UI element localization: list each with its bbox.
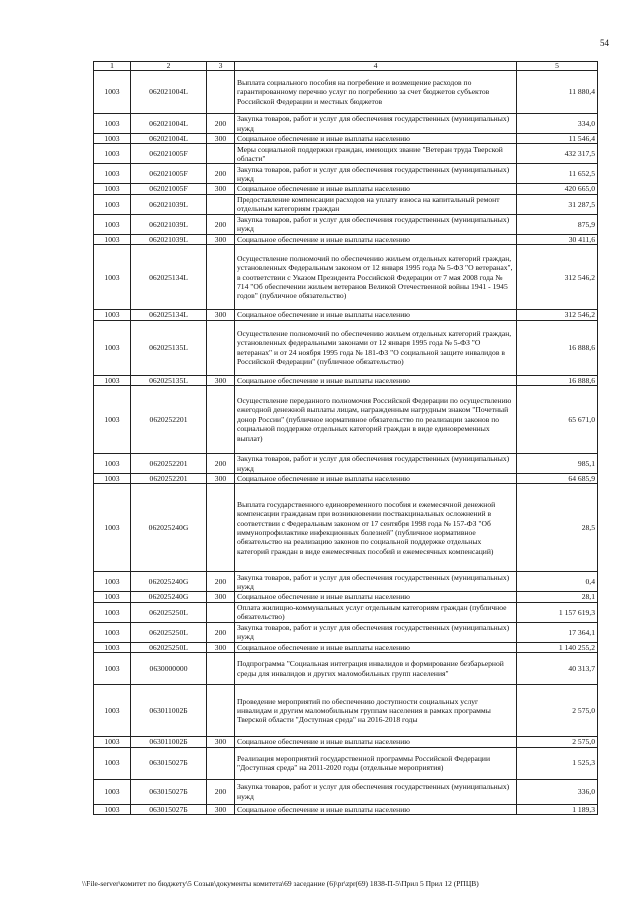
description-cell: Осуществление переданного полномочия Российской Федерации по осуществлению ежегодной денежной выплаты лицам, награжденным нагрудным знаком "Почетный донор России" (публичное нормативное обязательство по реализации законов по социальной поддержке отдельных категорий граждан в виде единовременных выплат) (235, 386, 517, 454)
footer-file-path: \\File-server\комитет по бюджету\5 Созыв\документы комитета\69 заседание (6)\pr\zpr(69) 1838-П-5\Прил 5 Прил 12 (РПЦВ) (82, 879, 479, 888)
expense-type-cell: 300 (207, 234, 235, 244)
description-cell: Социальное обеспечение и иные выплаты населению (235, 134, 517, 144)
expense-type-cell (207, 653, 235, 685)
section-cell: 1003 (94, 572, 131, 592)
target-article-cell: 063011002Б (131, 685, 207, 737)
amount-cell: 28,1 (517, 592, 598, 602)
section-cell: 1003 (94, 194, 131, 214)
expense-type-cell (207, 245, 235, 310)
amount-cell: 985,1 (517, 454, 598, 474)
expense-type-cell (207, 685, 235, 737)
section-cell: 1003 (94, 685, 131, 737)
section-cell: 1003 (94, 622, 131, 642)
table-row (94, 592, 598, 602)
expense-type-cell (207, 747, 235, 779)
header-col-2: 2 (131, 62, 207, 71)
target-article-cell: 062021004L (131, 114, 207, 134)
target-article-cell: 0630000000 (131, 653, 207, 685)
table-row (94, 386, 598, 454)
table-row (94, 602, 598, 622)
amount-cell: 875,9 (517, 214, 598, 234)
expense-type-cell (207, 194, 235, 214)
section-cell: 1003 (94, 602, 131, 622)
table-row (94, 134, 598, 144)
target-article-cell: 062025135L (131, 320, 207, 375)
description-cell: Оплата жилищно-коммунальных услуг отдельным категориям граждан (публичное обязательство) (235, 602, 517, 622)
amount-cell: 11 546,4 (517, 134, 598, 144)
amount-cell: 16 888,6 (517, 375, 598, 385)
description-cell: Закупка товаров, работ и услуг для обеспечения государственных (муниципальных) нужд (235, 114, 517, 134)
description-cell: Реализация мероприятий государственной программы Российской Федерации "Доступная среда" на 2011-2020 годы (отдельные мероприятия) (235, 747, 517, 779)
table-row (94, 484, 598, 572)
target-article-cell: 0620252201 (131, 386, 207, 454)
section-cell: 1003 (94, 747, 131, 779)
section-cell: 1003 (94, 779, 131, 804)
expense-type-cell (207, 320, 235, 375)
table-row (94, 114, 598, 134)
amount-cell: 40 313,7 (517, 653, 598, 685)
amount-cell: 64 685,9 (517, 474, 598, 484)
section-cell: 1003 (94, 114, 131, 134)
expense-type-cell: 200 (207, 779, 235, 804)
amount-cell: 2 575,0 (517, 685, 598, 737)
description-cell: Закупка товаров, работ и услуг для обеспечения государственных (муниципальных) нужд (235, 454, 517, 474)
description-cell: Осуществление полномочий по обеспечению жильем отдельных категорий граждан, установленных федеральными законами от 12 января 1995 года № 5-ФЗ "О ветеранах" и от 24 ноября 1995 года № 181-ФЗ "О социальной защите инвалидов в Российской Федерации" (публичное обязательство) (235, 320, 517, 375)
description-cell: Закупка товаров, работ и услуг для обеспечения государственных (муниципальных) нужд (235, 164, 517, 184)
header-col-3: 3 (207, 62, 235, 71)
section-cell: 1003 (94, 184, 131, 194)
target-article-cell: 062021004L (131, 134, 207, 144)
expense-type-cell: 300 (207, 184, 235, 194)
target-article-cell: 062021039L (131, 194, 207, 214)
table-row (94, 685, 598, 737)
page-number: 54 (600, 38, 609, 48)
target-article-cell: 062021005F (131, 184, 207, 194)
expense-type-cell (207, 144, 235, 164)
header-col-4: 4 (235, 62, 517, 71)
table-row (94, 653, 598, 685)
table-row (94, 779, 598, 804)
description-cell: Закупка товаров, работ и услуг для обеспечения государственных (муниципальных) нужд (235, 622, 517, 642)
section-cell: 1003 (94, 375, 131, 385)
expense-type-cell: 200 (207, 164, 235, 184)
section-cell: 1003 (94, 804, 131, 814)
amount-cell: 420 665,0 (517, 184, 598, 194)
budget-table (93, 61, 598, 815)
target-article-cell: 062025240G (131, 484, 207, 572)
table-row (94, 747, 598, 779)
target-article-cell: 062021039L (131, 234, 207, 244)
target-article-cell: 063011002Б (131, 737, 207, 747)
table-row (94, 245, 598, 310)
table-row (94, 642, 598, 652)
section-cell: 1003 (94, 484, 131, 572)
expense-type-cell (207, 602, 235, 622)
amount-cell: 0,4 (517, 572, 598, 592)
table-row (94, 71, 598, 114)
description-cell: Социальное обеспечение и иные выплаты населению (235, 375, 517, 385)
table-body (94, 71, 598, 815)
description-cell: Выплата государственного единовременного пособия и ежемесячной денежной компенсации гражданам при возникновении поствакцинальных осложнений в соответствии с Федеральным законом от 17 сентября 1998 года № 157-ФЗ "Об иммунопрофилактике инфекционных болезней" (публичное нормативное обязательство на реализацию законов по социальной поддержке отдельных категорий граждан в виде ежемесячных пособий и ежемесячных компенсаций) (235, 484, 517, 572)
expense-type-cell: 300 (207, 375, 235, 385)
table-row (94, 474, 598, 484)
section-cell: 1003 (94, 214, 131, 234)
amount-cell: 336,0 (517, 779, 598, 804)
amount-cell: 30 411,6 (517, 234, 598, 244)
table-row (94, 572, 598, 592)
table-row (94, 184, 598, 194)
table-row (94, 194, 598, 214)
description-cell: Подпрограмма "Социальная интеграция инвалидов и формирование безбарьерной среды для инвалидов и других маломобильных групп населения" (235, 653, 517, 685)
amount-cell: 16 888,6 (517, 320, 598, 375)
target-article-cell: 062025240G (131, 572, 207, 592)
section-cell: 1003 (94, 642, 131, 652)
target-article-cell: 062025134L (131, 245, 207, 310)
target-article-cell: 062025134L (131, 310, 207, 320)
target-article-cell: 062025250L (131, 602, 207, 622)
expense-type-cell: 300 (207, 737, 235, 747)
description-cell: Социальное обеспечение и иные выплаты населению (235, 474, 517, 484)
description-cell: Меры социальной поддержки граждан, имеющих звание "Ветеран труда Тверской области" (235, 144, 517, 164)
expense-type-cell: 200 (207, 454, 235, 474)
table-row (94, 622, 598, 642)
section-cell: 1003 (94, 454, 131, 474)
header-col-1: 1 (94, 62, 131, 71)
description-cell: Социальное обеспечение и иные выплаты населению (235, 592, 517, 602)
table-row (94, 804, 598, 814)
section-cell: 1003 (94, 592, 131, 602)
expense-type-cell: 200 (207, 114, 235, 134)
amount-cell: 1 157 619,3 (517, 602, 598, 622)
target-article-cell: 063015027Б (131, 804, 207, 814)
amount-cell: 17 364,1 (517, 622, 598, 642)
expense-type-cell (207, 484, 235, 572)
section-cell: 1003 (94, 474, 131, 484)
expense-type-cell: 300 (207, 804, 235, 814)
table-row (94, 375, 598, 385)
expense-type-cell: 300 (207, 134, 235, 144)
table-row (94, 454, 598, 474)
expense-type-cell: 200 (207, 572, 235, 592)
header-row (94, 62, 598, 71)
amount-cell: 31 287,5 (517, 194, 598, 214)
description-cell: Проведение мероприятий по обеспечению доступности социальных услуг инвалидам и другим маломобильным группам населения в рамках программы Тверской области "Доступная среда" на 2016-2018 годы (235, 685, 517, 737)
section-cell: 1003 (94, 164, 131, 184)
expense-type-cell (207, 71, 235, 114)
target-article-cell: 062021039L (131, 214, 207, 234)
table-row (94, 737, 598, 747)
header-col-5: 5 (517, 62, 598, 71)
description-cell: Социальное обеспечение и иные выплаты населению (235, 310, 517, 320)
target-article-cell: 062025240G (131, 592, 207, 602)
amount-cell: 11 880,4 (517, 71, 598, 114)
target-article-cell: 062025135L (131, 375, 207, 385)
expense-type-cell: 300 (207, 642, 235, 652)
amount-cell: 1 189,3 (517, 804, 598, 814)
target-article-cell: 0620252201 (131, 454, 207, 474)
section-cell: 1003 (94, 134, 131, 144)
expense-type-cell (207, 386, 235, 454)
description-cell: Закупка товаров, работ и услуг для обеспечения государственных (муниципальных) нужд (235, 214, 517, 234)
amount-cell: 11 652,5 (517, 164, 598, 184)
table-row (94, 214, 598, 234)
description-cell: Осуществление полномочий по обеспечению жильем отдельных категорий граждан, установленных Федеральным законом от 12 января 1995 года № 5-ФЗ "О ветеранах", в соответствии с Указом Президента Российской Федерации от 7 мая 2008 года № 714 "Об обеспечении жильем ветеранов Великой Отечественной войны 1941 - 1945 годов" (публичное обязательство) (235, 245, 517, 310)
description-cell: Закупка товаров, работ и услуг для обеспечения государственных (муниципальных) нужд (235, 572, 517, 592)
amount-cell: 28,5 (517, 484, 598, 572)
target-article-cell: 062021005F (131, 144, 207, 164)
amount-cell: 1 140 255,2 (517, 642, 598, 652)
table-row (94, 164, 598, 184)
description-cell: Социальное обеспечение и иные выплаты населению (235, 184, 517, 194)
table-row (94, 144, 598, 164)
table-row (94, 234, 598, 244)
description-cell: Социальное обеспечение и иные выплаты населению (235, 234, 517, 244)
target-article-cell: 062021005F (131, 164, 207, 184)
amount-cell: 312 546,2 (517, 310, 598, 320)
section-cell: 1003 (94, 234, 131, 244)
amount-cell: 312 546,2 (517, 245, 598, 310)
expense-type-cell: 300 (207, 592, 235, 602)
description-cell: Социальное обеспечение и иные выплаты населению (235, 737, 517, 747)
expense-type-cell: 200 (207, 622, 235, 642)
section-cell: 1003 (94, 653, 131, 685)
description-cell: Предоставление компенсации расходов на уплату взноса на капитальный ремонт отдельным категориям граждан (235, 194, 517, 214)
table-row (94, 310, 598, 320)
section-cell: 1003 (94, 320, 131, 375)
amount-cell: 432 317,5 (517, 144, 598, 164)
description-cell: Социальное обеспечение и иные выплаты населению (235, 804, 517, 814)
target-article-cell: 062025250L (131, 642, 207, 652)
target-article-cell: 063015027Б (131, 747, 207, 779)
amount-cell: 2 575,0 (517, 737, 598, 747)
amount-cell: 1 525,3 (517, 747, 598, 779)
description-cell: Выплата социального пособия на погребение и возмещение расходов по гарантированному перечню услуг по погребению за счет бюджетов субъектов Российской Федерации и местных бюджетов (235, 71, 517, 114)
target-article-cell: 0620252201 (131, 474, 207, 484)
section-cell: 1003 (94, 71, 131, 114)
expense-type-cell: 300 (207, 474, 235, 484)
target-article-cell: 062025250L (131, 622, 207, 642)
section-cell: 1003 (94, 144, 131, 164)
description-cell: Социальное обеспечение и иные выплаты населению (235, 642, 517, 652)
target-article-cell: 062021004L (131, 71, 207, 114)
section-cell: 1003 (94, 386, 131, 454)
amount-cell: 334,0 (517, 114, 598, 134)
expense-type-cell: 200 (207, 214, 235, 234)
section-cell: 1003 (94, 245, 131, 310)
description-cell: Закупка товаров, работ и услуг для обеспечения государственных (муниципальных) нужд (235, 779, 517, 804)
amount-cell: 65 671,0 (517, 386, 598, 454)
section-cell: 1003 (94, 737, 131, 747)
expense-type-cell: 300 (207, 310, 235, 320)
section-cell: 1003 (94, 310, 131, 320)
table-row (94, 320, 598, 375)
target-article-cell: 063015027Б (131, 779, 207, 804)
